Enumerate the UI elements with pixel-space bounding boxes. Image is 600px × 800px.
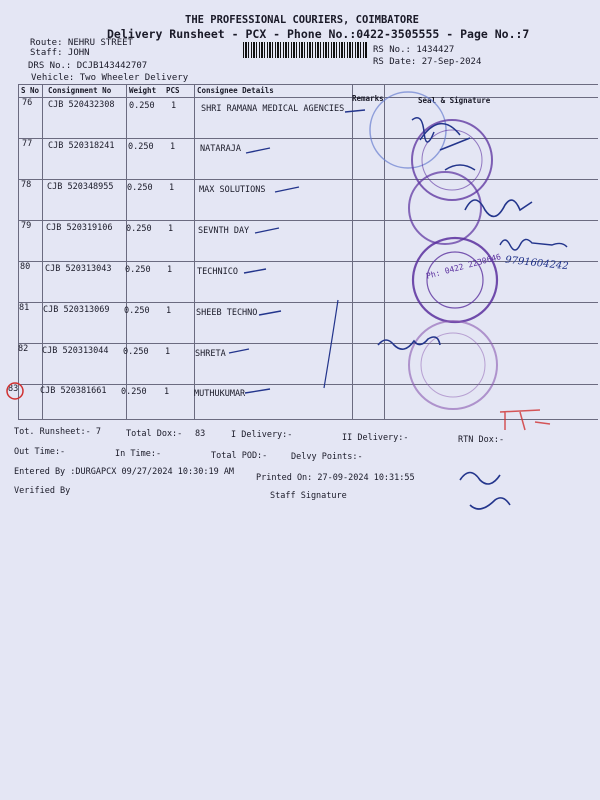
row-weight: 0.250 (129, 101, 155, 111)
row-consignee: SEVNTH DAY (198, 226, 250, 236)
row-consignee: MAX SOLUTIONS (199, 185, 266, 195)
total-runsheet: Tot. Runsheet:- 7 (14, 427, 101, 437)
header-remarks: Remarks (352, 94, 384, 103)
in-time: In Time:- (115, 449, 162, 459)
row-consignee: TECHNICO (197, 267, 238, 277)
row-sno: 78 (21, 180, 32, 190)
row-sno: 76 (22, 98, 33, 108)
total-dox-label: Total Dox:- (126, 429, 183, 439)
handwritten-phone: 9791604242 (504, 254, 570, 273)
shreta-stamp (409, 321, 497, 409)
vehicle: Vehicle: Two Wheeler Delivery (31, 73, 189, 83)
total-dox-value: 83 (195, 429, 206, 439)
printed-on: Printed On: 27-09-2024 10:31:55 (256, 473, 415, 483)
row-pcs: 1 (164, 387, 170, 397)
row-consignee: NATARAJA (200, 144, 241, 154)
header-consignee: Consignee Details (197, 86, 274, 95)
row-consignment: CJB 520381661 (40, 386, 107, 396)
red-circle-mark (7, 383, 23, 399)
row-pcs: 1 (170, 142, 176, 152)
company-name: THE PROFESSIONAL COURIERS, COIMBATORE (185, 14, 419, 26)
out-time: Out Time:- (14, 447, 66, 457)
route: Route: NEHRU STREET (30, 38, 133, 48)
row-weight: 0.250 (128, 142, 154, 152)
header-pcs: PCS (166, 86, 180, 95)
delivery-points: Delvy Points:- (291, 452, 363, 462)
row-consignee: SHEEB TECHNO (196, 308, 258, 318)
row-weight: 0.250 (124, 306, 150, 316)
row-weight: 0.250 (127, 183, 153, 193)
row-sno: 82 (18, 344, 29, 354)
row-consignment: CJB 520313043 (45, 264, 112, 274)
row-consignment: CJB 520432308 (48, 100, 115, 110)
row-sno: 77 (22, 139, 33, 149)
stamp-phone: Ph: 0422 2230646 (425, 252, 502, 281)
row-consignment: CJB 520313069 (43, 305, 110, 315)
round-stamp-3 (409, 172, 481, 244)
ii-delivery: II Delivery:- (342, 433, 409, 443)
row-weight: 0.250 (126, 224, 152, 234)
total-pod: Total POD:- (211, 451, 268, 461)
runsheet-title: Delivery Runsheet - PCX - Phone No.:0422-3505555 - Page No.:7 (107, 27, 530, 41)
i-delivery: I Delivery:- (231, 430, 293, 440)
row-pcs: 1 (168, 224, 174, 234)
row-sno: 81 (19, 303, 30, 313)
row-sno: 79 (21, 221, 32, 231)
header-consignment: Consignment No (48, 86, 112, 95)
row-consignment: CJB 520348955 (47, 182, 114, 192)
row-weight: 0.250 (123, 347, 149, 357)
row-sno: 80 (20, 262, 31, 272)
technico-stamp (413, 238, 497, 322)
rtn-dox: RTN Dox:- (458, 435, 505, 445)
drs-number: DRS No.: DCJB143442707 (28, 61, 148, 71)
row-consignee: SHRETA (195, 349, 226, 359)
header-seal: Seal & Signature (418, 96, 491, 105)
row-consignee: MUTHUKUMAR (194, 389, 246, 399)
row-consignee: SHRI RAMANA MEDICAL AGENCIES (201, 104, 345, 114)
row-consignment: CJB 520313044 (42, 346, 109, 356)
staff: Staff: JOHN (30, 48, 90, 58)
row-sno: 83 (8, 384, 19, 394)
row-pcs: 1 (171, 101, 177, 111)
verified-by: Verified By (14, 486, 71, 496)
row-consignment: CJB 520318241 (48, 141, 115, 151)
rs-number: RS No.: 1434427 (373, 45, 455, 55)
row-pcs: 1 (165, 347, 171, 357)
rs-date: RS Date: 27-Sep-2024 (373, 57, 482, 67)
staff-signature-label: Staff Signature (270, 491, 347, 501)
header-sno: S No (21, 86, 40, 95)
row-consignment: CJB 520319106 (46, 223, 113, 233)
row-weight: 0.250 (121, 387, 147, 397)
row-pcs: 1 (169, 183, 175, 193)
row-pcs: 1 (166, 306, 172, 316)
row-pcs: 1 (167, 265, 173, 275)
header-weight: Weight (129, 86, 157, 95)
entered-by: Entered By :DURGAPCX 09/27/2024 10:30:19 AM (14, 467, 235, 477)
row-weight: 0.250 (125, 265, 151, 275)
round-stamp-1 (370, 92, 446, 168)
